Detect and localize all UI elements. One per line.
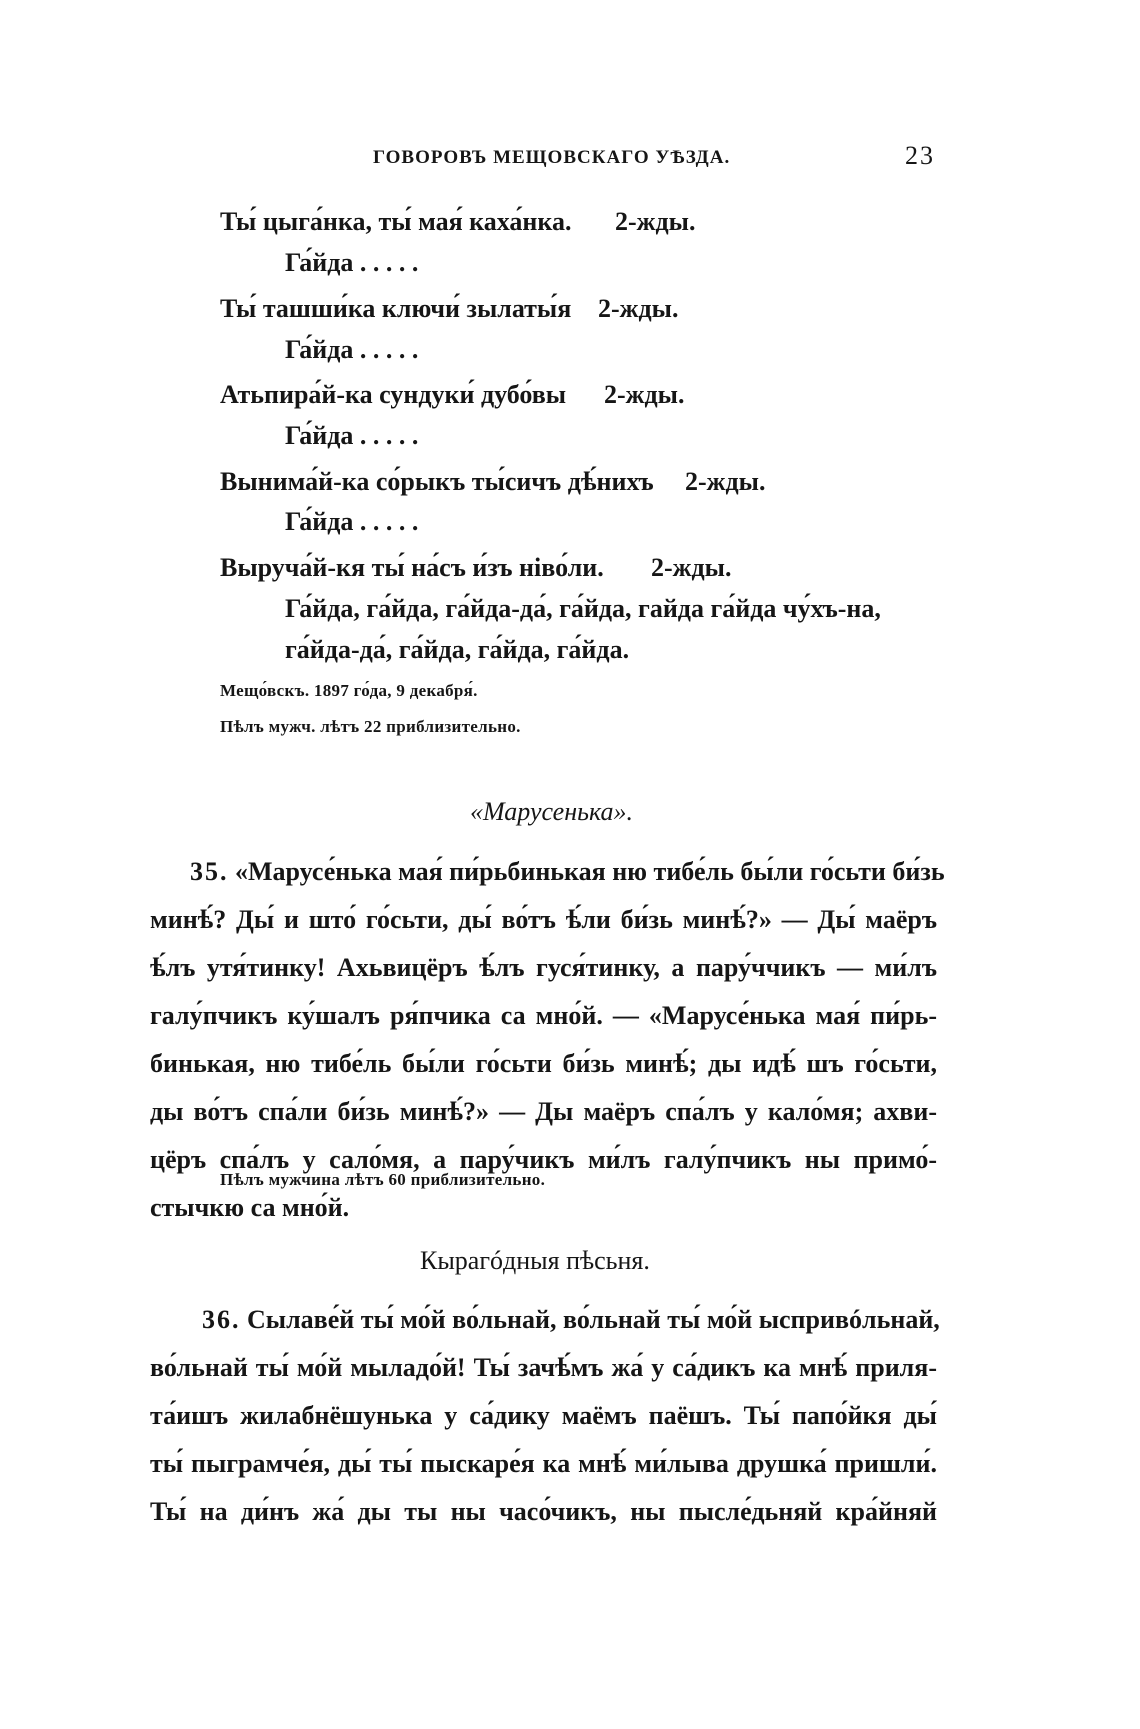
note-place-date: Мещо́вскъ. 1897 го́да, 9 декабря́. (220, 681, 478, 700)
chorus-line-4: Га́йда . . . . . (285, 507, 419, 536)
final-chorus-line-1: Га́йда, га́йда, га́йда-да́, га́йда, гайда га́йда чу́хъ-на, (285, 594, 881, 623)
section-title-marusenka: «Марусенька». (470, 797, 633, 826)
note-singer-35: Пѣлъ мужчина лѣтъ 60 приблизительно. (220, 1170, 546, 1189)
page-number: 23 (905, 141, 935, 170)
paragraph-line: стычкю са мно́й. (150, 1193, 350, 1222)
chorus-line-3: Га́йда . . . . . (285, 421, 419, 450)
paragraph-line: та́ишъ жилабнёшунька у са́дику маёмъ паёшъ. Ты́ папо́йкя ды́ (150, 1401, 937, 1430)
paragraph-line: минѣ́? Ды́ и што́ го́сьти, ды́ во́тъ ѣ́ли би́зь минѣ́?» — Ды́ маёръ (150, 905, 937, 934)
paragraph-line: ты́ пыграмче́я, ды́ ты́ пыскаре́я ка мнѣ́ ми́лыва друшка́ пришли́. (150, 1449, 937, 1478)
verse-line-3 (220, 380, 685, 410)
paragraph-number: 35. (190, 857, 229, 886)
verse-line-5 (220, 553, 732, 583)
paragraph-line: Ты́ на ди́нъ жа́ ды ты ны часо́чикъ, ны пысле́дьняй кра́йняй (150, 1497, 937, 1526)
verse-text: Ты́ цыга́нка, ты́ мая́ каха́нка. (220, 207, 572, 236)
chorus-line-1: Га́йда . . . . . (285, 248, 419, 277)
paragraph-line: ѣ́лъ утя́тинку! Ахьвицёръ ѣ́лъ гуся́тинку, а пару́ччикъ — ми́лъ (150, 953, 937, 982)
verse-line-2 (220, 294, 679, 324)
paragraph-36 (150, 1296, 940, 1536)
paragraph-number: 36. (202, 1305, 241, 1334)
paragraph-line: бинькая, ню тибе́ль бы́ли го́сьти би́зь минѣ́; ды идѣ́ шъ го́сьти, (150, 1049, 937, 1078)
header-title: ГОВОРОВЪ МЕЩОВСКАГО УѢЗДА. (373, 147, 731, 168)
verse-refrain: 2-жды. (615, 207, 696, 236)
verse-text: Ты́ ташши́ка ключи́ зылаты́я (220, 294, 572, 323)
running-header (215, 141, 935, 177)
verse-refrain: 2-жды. (598, 294, 679, 323)
chorus-line-2: Га́йда . . . . . (285, 335, 419, 364)
verse-line-1 (220, 207, 696, 237)
verse-refrain: 2-жды. (685, 467, 766, 496)
paragraph-line: 36. Сылаве́й ты́ мо́й во́льнай, во́льнай ты́ мо́й ыспривóльнай, (202, 1305, 940, 1334)
paragraph-line: цёръ спа́лъ у сало́мя, а пару́чикъ ми́лъ галу́пчикъ ны примо́- (150, 1145, 937, 1174)
note-singer: Пѣлъ мужч. лѣтъ 22 приблизительно. (220, 717, 521, 736)
verse-text: Вынима́й-ка со́рыкъ ты́сичъ дѣ́нихъ (220, 467, 654, 496)
section-title-khorovod: Кырагóдныя пѣсьня. (420, 1246, 650, 1275)
paragraph-line: 35. «Марусе́нька мая́ пи́рьбинькая ню тибе́ль бы́ли го́сьти би́зь (190, 857, 945, 886)
verse-line-4 (220, 467, 766, 497)
verse-text: Атьпира́й-ка сундуки́ дубо́вы (220, 380, 567, 409)
paragraph-line: галу́пчикъ ку́шалъ ря́пчика са мно́й. — «Марусе́нька мая́ пи́рь- (150, 1001, 937, 1030)
verse-refrain: 2-жды. (604, 380, 685, 409)
paragraph-line: ды во́тъ спа́ли би́зь минѣ́?» — Ды маёръ спа́лъ у кало́мя; ахви- (150, 1097, 937, 1126)
final-chorus-line-2: га́йда-да́, га́йда, га́йда, га́йда. (285, 635, 630, 664)
verse-refrain: 2-жды. (651, 553, 732, 582)
paragraph-line: во́льнай ты́ мо́й мыладо́й! Ты́ зачѣ́мъ жа́ у са́дикъ ка мнѣ́ приля- (150, 1353, 937, 1382)
verse-text: Выруча́й-кя ты́ на́съ и́зъ нiво́ли. (220, 553, 604, 582)
